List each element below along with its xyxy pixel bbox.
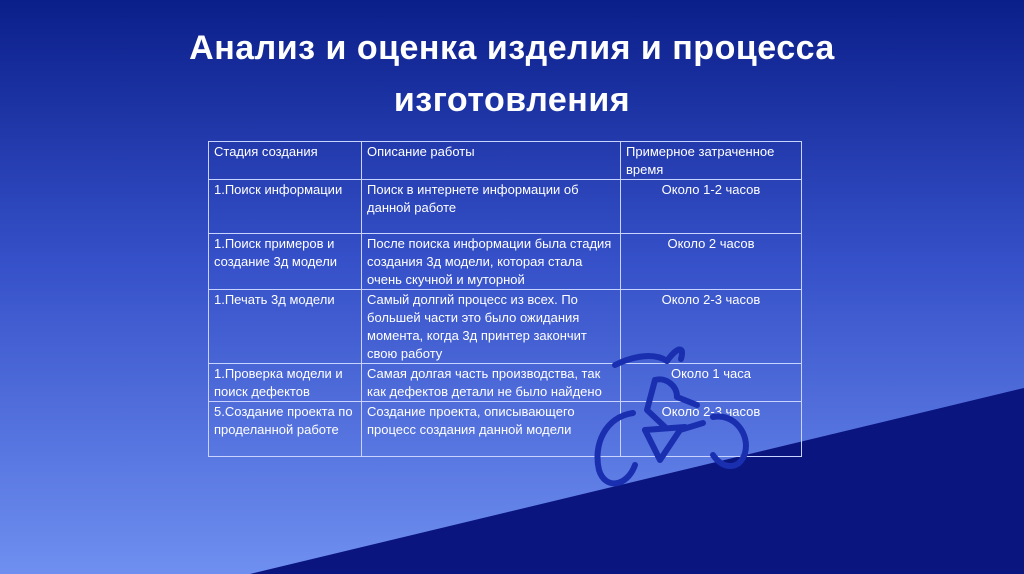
time-cell: Около 2-3 часов: [621, 290, 802, 364]
time-cell: Около 1 часа: [621, 364, 802, 402]
header-cell-time: Примерное затраченное время: [621, 142, 802, 180]
description-cell: Поиск в интернете информации об данной работе: [362, 180, 621, 234]
table-header-row: [209, 142, 802, 180]
slide-title: Анализ и оценка изделия и процесса изготовления: [189, 29, 835, 119]
stage-cell: 5.Создание проекта по проделанной работе: [209, 402, 362, 457]
header-cell-stage: Стадия создания: [209, 142, 362, 180]
stage-cell: 1.Проверка модели и поиск дефектов: [209, 364, 362, 402]
time-cell: Около 2-3 часов: [621, 402, 802, 457]
table-row: [209, 180, 802, 234]
stage-cell: 1.Печать 3д модели: [209, 290, 362, 364]
description-cell: Самый долгий процесс из всех. По большей части это было ожидания момента, когда 3д принтер закончит свою работу: [362, 290, 621, 364]
description-cell: После поиска информации была стадия создания 3д модели, которая стала очень скучной и муторной: [362, 234, 621, 290]
stage-cell: 1.Поиск информации: [209, 180, 362, 234]
description-cell: Самая долгая часть производства, так как дефектов детали не было найдено: [362, 364, 621, 402]
stage-cell: 1.Поиск примеров и создание 3д модели: [209, 234, 362, 290]
table-row: [209, 234, 802, 290]
time-cell: Около 2 часов: [621, 234, 802, 290]
cyclist-icon: [585, 335, 760, 495]
time-cell: Около 1-2 часов: [621, 180, 802, 234]
header-cell-description: Описание работы: [362, 142, 621, 180]
description-cell: Создание проекта, описывающего процесс создания данной модели: [362, 402, 621, 457]
